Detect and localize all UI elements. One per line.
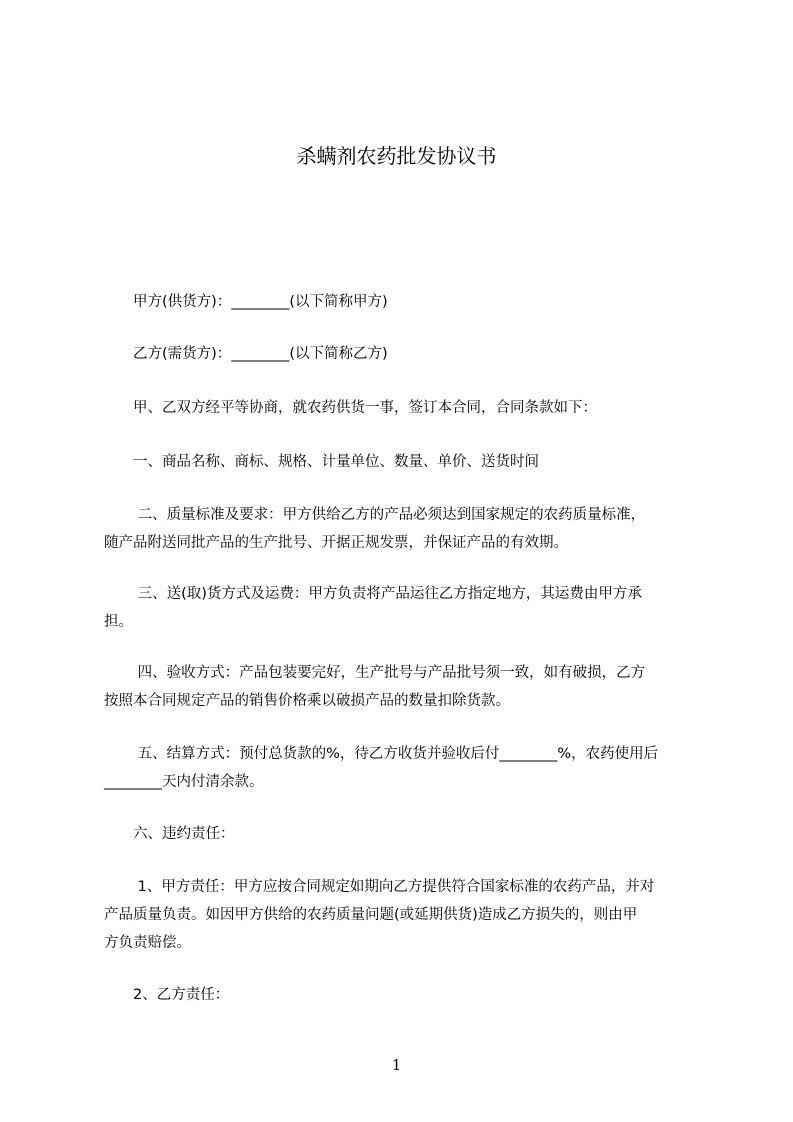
clause-6-1-paragraph [104,873,704,957]
paragraph-line: 甲、乙双方经平等协商，就农药供货一事，签订本合同，合同条款如下： [104,400,597,416]
paragraph-line: 1、甲方责任：甲方应按合同规定如期向乙方提供符合国家标准的农药产品，并对 [104,879,655,895]
clause-4-paragraph [104,659,704,715]
clause-5-paragraph [104,740,704,796]
paragraph-line: 随产品附送同批产品的生产批号、开据正规发票，并保证产品的有效期。 [104,535,568,551]
paragraph-line: 四、验收方式：产品包装要完好，生产批号与产品批号须一致，如有破损，乙方 [104,665,646,681]
paragraph-line: 按照本合同规定产品的销售价格乘以破损产品的数量扣除货款。 [104,693,510,709]
paragraph-line: 方负责赔偿。 [104,935,191,951]
party-a-paragraph [104,288,704,316]
page-number: 1 [391,1056,402,1074]
clause-2-paragraph [104,501,704,557]
paragraph-line: 乙方(需货方)：________(以下简称乙方) [104,346,388,362]
paragraph-line: ________天内付清余款。 [104,774,264,790]
paragraph-line: 二、质量标准及要求：甲方供给乙方的产品必须达到国家规定的农药质量标准， [104,507,646,523]
paragraph-line: 2、乙方责任： [104,987,230,1003]
clause-6-paragraph [104,820,704,848]
clause-6-2-paragraph [104,981,704,1009]
paragraph-line: 三、送(取)货方式及运费：甲方负责将产品运往乙方指定地方，其运费由甲方承 [104,586,642,602]
paragraph-line: 一、商品名称、商标、规格、计量单位、数量、单价、送货时间 [104,454,539,470]
paragraph-line: 甲方(供货方)：________(以下简称甲方) [104,294,388,310]
paragraph-line: 担。 [104,614,133,630]
paragraph-line: 六、违约责任： [104,826,235,842]
clause-1-paragraph [104,448,704,476]
preamble-paragraph [104,394,704,422]
document-title: 杀螨剂农药批发协议书 [296,144,497,168]
clause-3-paragraph [104,580,704,636]
paragraph-line: 产品质量负责。如因甲方供给的农药质量问题(或延期供货)造成乙方损失的，则由甲 [104,907,638,923]
paragraph-line: 五、结算方式：预付总货款的%，待乙方收货并验收后付________%，农药使用后 [104,746,659,762]
party-b-paragraph [104,340,704,368]
